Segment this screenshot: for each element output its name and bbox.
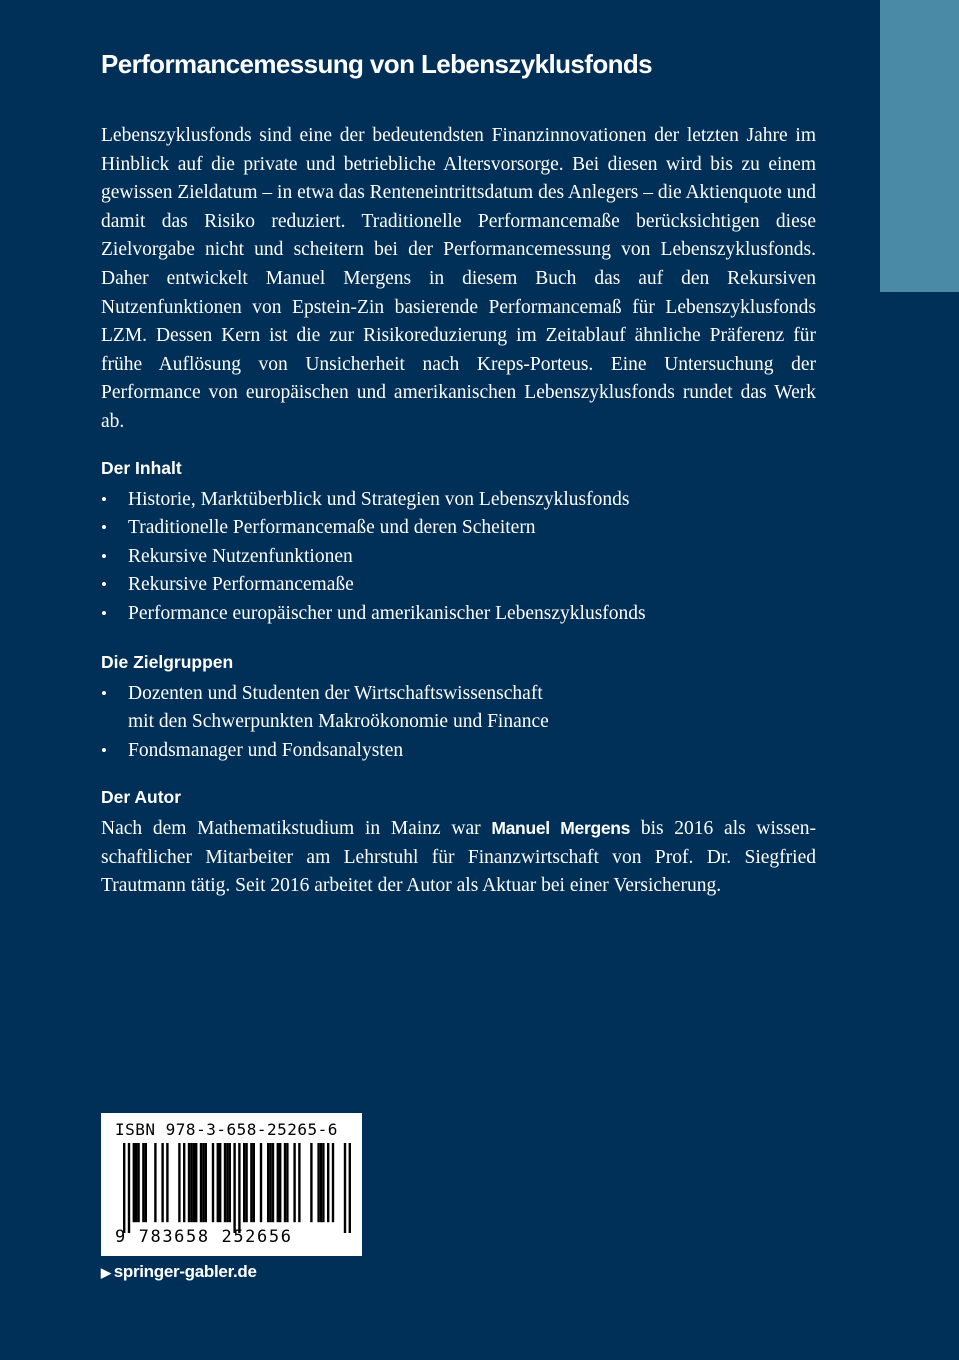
accent-bar (880, 0, 959, 292)
barcode-bar (195, 1143, 197, 1222)
barcode-bar (133, 1143, 135, 1222)
barcode-digits: 9 783658 252656 (115, 1227, 293, 1247)
barcode-bar (193, 1143, 195, 1222)
barcode-bar (310, 1143, 312, 1222)
barcode-bar (229, 1143, 231, 1222)
bullet-icon: • (101, 683, 107, 703)
barcode-bar (344, 1143, 346, 1233)
barcode-bar (272, 1143, 274, 1222)
barcode-bar (224, 1143, 226, 1222)
barcode-bar (226, 1143, 228, 1222)
barcode-bars (123, 1143, 351, 1233)
barcode-bar (238, 1143, 240, 1233)
list-item: • Performance europäischer und amerikanischer Lebenszyklusfonds (101, 600, 816, 629)
barcode-bar (145, 1143, 147, 1222)
bullet-icon: • (101, 518, 107, 538)
barcode-bar (279, 1143, 281, 1222)
barcode-bar (233, 1143, 235, 1233)
barcode-bar (298, 1143, 300, 1222)
arrow-right-icon: ▶ (101, 1265, 111, 1280)
barcode-bar (123, 1143, 125, 1233)
zielgruppen-heading: Die Zielgruppen (101, 651, 234, 672)
barcode-bar (253, 1143, 255, 1222)
barcode-bar (293, 1143, 295, 1222)
barcode-bar (219, 1143, 221, 1222)
barcode-bar (317, 1143, 319, 1222)
book-title: Performancemessung von Lebenszyklusfonds (101, 49, 653, 79)
author-name: Manuel Mergens (491, 818, 631, 839)
barcode-bar (128, 1143, 130, 1233)
barcode-bar (327, 1143, 329, 1222)
list-item: • Rekursive Nutzenfunktionen (101, 543, 816, 572)
barcode-bar (200, 1143, 202, 1222)
list-item: • Fondsmanager und Fondsanalysten (101, 737, 816, 766)
barcode-bar (250, 1143, 252, 1222)
list-item: • Rekursive Performancemaße (101, 571, 816, 600)
barcode-bar (322, 1143, 324, 1222)
zielgruppen-list (101, 680, 816, 766)
barcode-bar (154, 1143, 156, 1222)
bullet-icon: • (101, 546, 107, 566)
barcode-bar (188, 1143, 190, 1222)
main-content (101, 44, 816, 901)
barcode-bar (245, 1143, 247, 1222)
barcode-bar (202, 1143, 204, 1222)
author-paragraph: Nach dem Mathematikstudium in Mainz war Manuel Mergens bis 2016 als wissenschaftlicher Mitarbeiter am Lehrstuhl für Finanzwirtschaft von Prof. Dr. Siegfried Trautmann tätig. Seit 2016 arbeitet der Autor als Aktuar bei einer Versicherung. (101, 818, 817, 897)
barcode-bar (267, 1143, 269, 1222)
isbn-barcode (101, 1113, 362, 1256)
barcode-bar (135, 1143, 137, 1222)
list-item: • Traditionelle Performancemaße und deren Scheitern (101, 514, 816, 543)
barcode-bar (137, 1143, 139, 1222)
inhalt-heading: Der Inhalt (101, 457, 182, 478)
bullet-icon: • (101, 603, 107, 623)
bullet-icon: • (101, 575, 107, 595)
list-item: • Dozenten und Studenten der Wirtschaftswissenschaft mit den Schwerpunkten Makroökonomie und Finance (101, 680, 816, 737)
barcode-bar (269, 1143, 271, 1222)
barcode-bar (166, 1143, 168, 1222)
barcode-bar (217, 1143, 219, 1222)
barcode-bar (260, 1143, 262, 1222)
barcode-bar (284, 1143, 286, 1222)
barcode-bar (332, 1143, 334, 1222)
barcode-bar (183, 1143, 185, 1222)
inhalt-list (101, 486, 816, 629)
list-item: • Historie, Marktüberblick und Strategien von Lebenszyklusfonds (101, 486, 816, 515)
barcode-bar (349, 1143, 351, 1233)
website-link[interactable]: ▶ springer-gabler.de (101, 1262, 257, 1281)
bullet-icon: • (101, 489, 107, 509)
barcode-bar (178, 1143, 180, 1222)
barcode-bar (190, 1143, 192, 1222)
barcode-bar (286, 1143, 288, 1222)
intro-paragraph: Lebenszyklusfonds sind eine der bedeutendsten Finanzinnovationen der letzten Jahre im Hinblick auf die private und betriebliche Altersvorsorge. Bei diesen wird bis zu einem gewissen Zieldatum – in etwa das Renteneintrittsdatum des Anlegers – die Aktienquote und damit das Risiko reduziert. Traditionelle Performancemaße berücksichtigen diese Zielvorgabe nicht und scheitern bei der Performancemessung von Lebenszyklusfonds. Daher entwickelt Manuel Mergens in diesem Buch das auf den Rekursiven Nutzenfunktionen von Epstein-Zin basierende Performancemaß für Lebenszyklusfonds LZM. Dessen Kern ist die zur Risikoreduzierung im Zeitablauf ähnliche Präferenz für frühe Auflösung von Unsicherheit nach Kreps-Porteus. Eine Untersuchung der Performance von europäischen und amerikanischen Lebenszyklusfonds rundet das Werk ab. (101, 125, 816, 432)
autor-heading: Der Autor (101, 787, 182, 808)
barcode-bar (205, 1143, 207, 1222)
barcode-bar (277, 1143, 279, 1222)
barcode-bar (243, 1143, 245, 1222)
isbn-text: ISBN 978-3-658-25265-6 (115, 1120, 338, 1139)
barcode-bar (212, 1143, 214, 1222)
barcode-bar (142, 1143, 144, 1222)
barcode-bar (161, 1143, 163, 1222)
bullet-icon: • (101, 740, 107, 760)
barcode-bar (320, 1143, 322, 1222)
